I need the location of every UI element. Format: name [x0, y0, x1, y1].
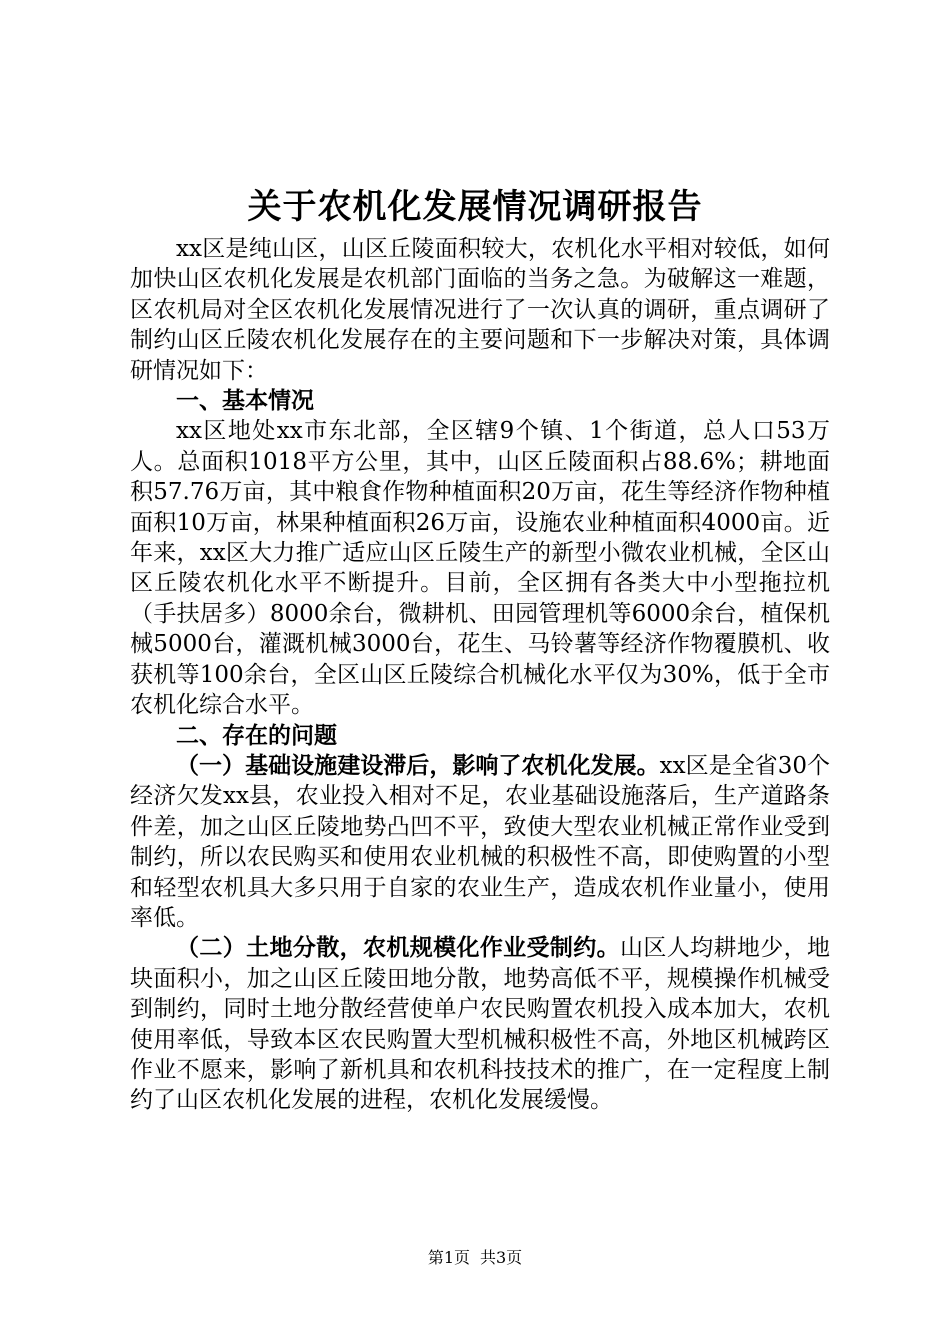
- basic-info-paragraph: xx区地处xx市东北部，全区辖9个镇、1个街道，总人口53万人。总面积1018平方公里，其中，山区丘陵面积占88.6%；耕地面积57.76万亩，其中粮食作物种植面积20万亩，花生等经济作物种植面积10万亩，林果种植面积26万亩，设施农业种植面积4000亩。近年来，xx区大力推广适应山区丘陵生产的新型小微农业机械，全区山区丘陵农机化水平不断提升。目前，全区拥有各类大中小型拖拉机（手扶居多）8000余台，微耕机、田园管理机等6000余台，植保机械5000台，灌溉机械3000台，花生、马铃薯等经济作物覆膜机、收获机等100余台，全区山区丘陵综合机械化水平仅为30%，低于全市农机化综合水平。: [130, 418, 830, 719]
- problem-paragraph-1: [130, 751, 830, 933]
- problem-paragraph-2: [130, 933, 830, 1115]
- intro-paragraph: xx区是纯山区，山区丘陵面积较大，农机化水平相对较低，如何加快山区农机化发展是农机部门面临的当务之急。为破解这一难题，区农机局对全区农机化发展情况进行了一次认真的调研，重点调研了制约山区丘陵农机化发展存在的主要问题和下一步解决对策，具体调研情况如下：: [130, 236, 830, 384]
- problem-lead-2: （二）土地分散，农机规模化作业受制约。: [176, 934, 621, 962]
- document-body: [130, 234, 830, 1116]
- page-number: 第1页: [427, 1248, 470, 1267]
- page-footer: [0, 1248, 950, 1268]
- document-title: 关于农机化发展情况调研报告: [247, 187, 703, 227]
- section-heading-problems: 二、存在的问题: [176, 721, 337, 749]
- page-total: 共3页: [480, 1248, 523, 1267]
- problem-lead-1: （一）基础设施建设滞后，影响了农机化发展。: [176, 751, 660, 779]
- problem-text-2: 山区人均耕地少，地块面积小，加之山区丘陵田地分散，地势高低不平，规模操作机械受到制约，同时土地分散经营使单户农民购置农机投入成本加大，农机使用率低，导致本区农民购置大型机械积极性不高，外地区机械跨区作业不愿来，影响了新机具和农机科技技术的推广，在一定程度上制约了山区农机化发展的进程，农机化发展缓慢。: [130, 935, 831, 1114]
- problem-text-1: xx区是全省30个经济欠发xx县，农业投入相对不足，农业基础设施落后，生产道路条件差，加之山区丘陵地势凸凹不平，致使大型农业机械正常作业受到制约，所以农民购买和使用农业机械的积极性不高，即使购置的小型和轻型农机具大多只用于自家的农业生产，造成农机作业量小，使用率低。: [130, 752, 830, 931]
- section-heading-basic: 一、基本情况: [176, 387, 314, 415]
